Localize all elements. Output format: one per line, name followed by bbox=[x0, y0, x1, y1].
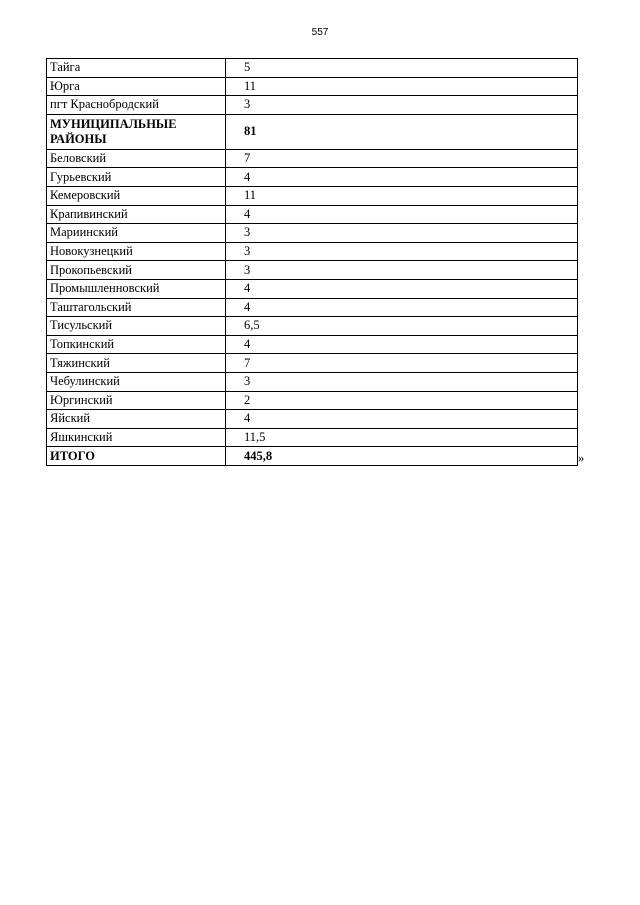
row-name: Крапивинский bbox=[47, 205, 226, 224]
row-value: 4 bbox=[226, 205, 578, 224]
total-label: ИТОГО bbox=[47, 447, 226, 466]
row-value: 4 bbox=[226, 335, 578, 354]
table-row bbox=[47, 428, 578, 447]
row-value: 6,5 bbox=[226, 317, 578, 336]
row-name: Промышленновский bbox=[47, 279, 226, 298]
row-name: Тисульский bbox=[47, 317, 226, 336]
row-value: 3 bbox=[226, 261, 578, 280]
row-value: 11 bbox=[226, 77, 578, 96]
page-number: 557 bbox=[311, 27, 329, 38]
row-value: 4 bbox=[226, 410, 578, 429]
closing-quote-mark: » bbox=[578, 451, 585, 465]
table-row bbox=[47, 77, 578, 96]
row-name: Тайга bbox=[47, 59, 226, 78]
row-name: Яшкинский bbox=[47, 428, 226, 447]
table-row bbox=[47, 224, 578, 243]
table-row bbox=[47, 372, 578, 391]
row-value: 3 bbox=[226, 242, 578, 261]
table-row bbox=[47, 205, 578, 224]
table-row bbox=[47, 279, 578, 298]
total-row bbox=[47, 447, 578, 466]
table-row bbox=[47, 186, 578, 205]
table-row bbox=[47, 298, 578, 317]
data-table bbox=[46, 58, 578, 466]
row-name: Новокузнецкий bbox=[47, 242, 226, 261]
table-row bbox=[47, 317, 578, 336]
row-name: Юрга bbox=[47, 77, 226, 96]
row-value: 2 bbox=[226, 391, 578, 410]
row-value: 3 bbox=[226, 224, 578, 243]
row-value: 3 bbox=[226, 372, 578, 391]
table-row bbox=[47, 242, 578, 261]
row-name: Тяжинский bbox=[47, 354, 226, 373]
row-value: 11 bbox=[226, 186, 578, 205]
section-value: 81 bbox=[226, 114, 578, 149]
row-name: Беловский bbox=[47, 149, 226, 168]
table-row bbox=[47, 168, 578, 187]
row-name: пгт Краснобродский bbox=[47, 96, 226, 115]
row-name: Топкинский bbox=[47, 335, 226, 354]
row-value: 7 bbox=[226, 354, 578, 373]
table-row bbox=[47, 410, 578, 429]
table-row bbox=[47, 96, 578, 115]
row-name: Чебулинский bbox=[47, 372, 226, 391]
row-name: Таштагольский bbox=[47, 298, 226, 317]
row-name: Гурьевский bbox=[47, 168, 226, 187]
row-value: 7 bbox=[226, 149, 578, 168]
section-row bbox=[47, 114, 578, 149]
row-name: Яйский bbox=[47, 410, 226, 429]
row-value: 5 bbox=[226, 59, 578, 78]
row-value: 4 bbox=[226, 279, 578, 298]
table-row bbox=[47, 261, 578, 280]
table-row bbox=[47, 149, 578, 168]
total-value: 445,8 bbox=[226, 447, 578, 466]
table-row bbox=[47, 335, 578, 354]
row-value: 3 bbox=[226, 96, 578, 115]
row-name: Юргинский bbox=[47, 391, 226, 410]
row-name: Мариинский bbox=[47, 224, 226, 243]
row-value: 4 bbox=[226, 168, 578, 187]
table-row bbox=[47, 59, 578, 78]
row-name: Прокопьевский bbox=[47, 261, 226, 280]
table-row bbox=[47, 391, 578, 410]
section-name: МУНИЦИПАЛЬНЫЕ РАЙОНЫ bbox=[47, 114, 226, 149]
row-name: Кемеровский bbox=[47, 186, 226, 205]
row-value: 11,5 bbox=[226, 428, 578, 447]
table-row bbox=[47, 354, 578, 373]
row-value: 4 bbox=[226, 298, 578, 317]
